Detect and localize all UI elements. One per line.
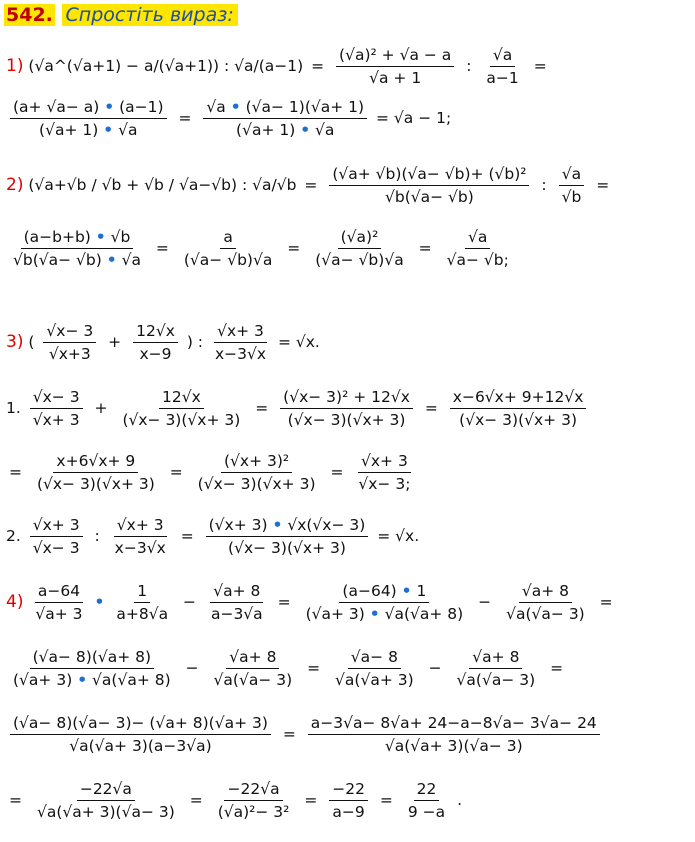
exercise-label: Спростіть вираз: [62, 4, 238, 26]
p4-fraction: $\frac{1}{a+8√a}$ [116, 582, 169, 623]
p3-fraction: $\frac{(√x+ 3) • √x(√x- 3)}{(√x- 3)(√x+ 3)}$ [206, 516, 369, 557]
p1-line1: 1) (√a^(√a+1) − a/(√a+1)) : √a/(a−1) = $\frac{\text{(√a)² + √a − a}}{√a + 1}$ : $\frac{√a}{a-1}$ = [6, 46, 547, 87]
p3-fraction: $\frac{√x- 3}{√x+3}$ [43, 322, 96, 363]
p4-line1: 4) $\frac{a-64}{√a+ 3}$ • $\frac{1}{a+8√a}$ − $\frac{√a+ 8}{a-3√a}$ = $\frac{(a-64) • 1}{(√a+ 3) • √a(√a+ 8)}$ − $\frac{√a+ 8}{√a(√a- 3)}$ = [6, 582, 613, 623]
p4-fraction: $\frac{√a- 8}{√a(√a+ 3)}$ [335, 648, 414, 689]
p4-line4: = $\frac{-22√a}{√a(√a+ 3)(√a- 3)}$ = $\frac{-22√a}{\text{(√a)²− 3²}}$ = $\frac{-22}{a-9}$ = $\frac{22}{9 -a}$ . [9, 780, 462, 821]
p1-fraction: $\frac{(a+ √a- a) • (a-1)}{(√a+ 1) • √a}$ [10, 98, 167, 139]
p2-fraction: $\frac{a}{(√a- √b)√a}$ [183, 228, 273, 269]
p3-marker: 3) [6, 332, 24, 352]
p2-expression: (√a+√b / √b + √b / √a−√b) : √a/√b [28, 176, 297, 194]
p1-fraction: $\frac{\text{(√a)² + √a − a}}{√a + 1}$ [336, 46, 454, 87]
p2-line2: $\frac{(a-b+b) • √b}{√b(√a- √b) • √a}$ = $\frac{a}{(√a- √b)√a}$ = $\frac{\text{(√a)²}}{(√a- √b)√a}$ = $\frac{√a}{√a- √b;}$ [6, 228, 516, 269]
p4-fraction: $\frac{a-64}{√a+ 3}$ [35, 582, 83, 623]
p4-fraction: $\frac{22}{9 -a}$ [407, 780, 446, 821]
p3-fraction: $\frac{√x+ 3}{√x- 3}$ [30, 516, 83, 557]
p1-line2: $\frac{(a+ √a- a) • (a-1)}{(√a+ 1) • √a}$ = $\frac{√a • (√a- 1)(√a+ 1)}{(√a+ 1) • √a}$ = √a − 1; [6, 98, 451, 139]
p3-fraction: $\frac{√x+ 3}{x-3√x}$ [114, 516, 166, 557]
p2-fraction: $\frac{√a}{√a- √b;}$ [446, 228, 509, 269]
p2-fraction: $\frac{\text{(√a)²}}{(√a- √b)√a}$ [315, 228, 404, 269]
p4-fraction: $\frac{√a+ 8}{√a(√a- 3)}$ [506, 582, 585, 623]
p2-fraction: $\frac{(a-b+b) • √b}{√b(√a- √b) • √a}$ [13, 228, 141, 269]
p3-fraction: $\frac{\text{(√x+ 3)²}}{(√x- 3)(√x+ 3)}$ [197, 452, 316, 493]
p4-line3: $\frac{(√a- 8)(√a- 3)- (√a+ 8)(√a+ 3)}{√a(√a+ 3)(a-3√a)}$ = $\frac{a-3√a- 8√a+ 24-a-8√a- 3√a- 24}{√a(√a+ 3)(√a- 3)}$ [6, 714, 604, 755]
p4-fraction: $\frac{-22}{a-9}$ [329, 780, 368, 821]
p4-fraction: $\frac{-22√a}{√a(√a+ 3)(√a- 3)}$ [36, 780, 175, 821]
p4-fraction: $\frac{√a+ 8}{a-3√a}$ [210, 582, 263, 623]
p4-fraction: $\frac{√a+ 8}{√a(√a- 3)}$ [456, 648, 536, 689]
p3-fraction: $\frac{√x+ 3}{x-3√x}$ [214, 322, 267, 363]
exercise-number: 542. [6, 4, 53, 26]
p4-fraction: $\frac{a-3√a- 8√a+ 24-a-8√a- 3√a- 24}{√a(√a+ 3)(√a- 3)}$ [308, 714, 600, 755]
p3-fraction: $\frac{x+6√x+ 9}{(√x- 3)(√x+ 3)}$ [36, 452, 155, 493]
p3-fraction: $\frac{√x+ 3}{√x- 3;}$ [358, 452, 411, 493]
p4-fraction: $\frac{(a-64) • 1}{(√a+ 3) • √a(√a+ 8)}$ [305, 582, 464, 623]
p3-step1: 1. $\frac{√x- 3}{√x+ 3}$ + $\frac{12√x}{(√x- 3)(√x+ 3)}$ = $\frac{\text{(√x− 3)² + 12√x}}{(√x- 3)(√x+ 3)}$ = $\frac{x-6√x+ 9+12√x}{(√x- 3)(√x+ 3)}$ [6, 388, 590, 429]
p3-fraction: $\frac{\text{(√x− 3)² + 12√x}}{(√x- 3)(√x+ 3)}$ [280, 388, 413, 429]
p3-step1b: = $\frac{x+6√x+ 9}{(√x- 3)(√x+ 3)}$ = $\frac{\text{(√x+ 3)²}}{(√x- 3)(√x+ 3)}$ = $\frac{√x+ 3}{√x- 3;}$ [6, 452, 417, 493]
p1-result: = √a − 1; [376, 109, 452, 127]
p2-marker: 2) [6, 175, 24, 195]
p4-line2: $\frac{(√a- 8)(√a+ 8)}{(√a+ 3) • √a(√a+ 8)}$ − $\frac{√a+ 8}{√a(√a- 3)}$ = $\frac{√a- 8}{√a(√a+ 3)}$ − $\frac{√a+ 8}{√a(√a- 3)}$ = [6, 648, 566, 689]
p4-fraction: $\frac{(√a- 8)(√a- 3)- (√a+ 8)(√a+ 3)}{√a(√a+ 3)(a-3√a)}$ [10, 714, 271, 755]
p4-fraction: $\frac{(√a- 8)(√a+ 8)}{(√a+ 3) • √a(√a+ 8)}$ [13, 648, 171, 689]
exercise-title [4, 4, 238, 26]
p3-fraction: $\frac{x-6√x+ 9+12√x}{(√x- 3)(√x+ 3)}$ [450, 388, 587, 429]
p4-fraction: $\frac{√a+ 8}{√a(√a- 3)}$ [213, 648, 293, 689]
p3-step2: 2. $\frac{√x+ 3}{√x- 3}$ : $\frac{√x+ 3}{x-3√x}$ = $\frac{(√x+ 3) • √x(√x- 3)}{(√x- 3)(√x+ 3)}$ = √x. [6, 516, 420, 557]
p2-line1: 2) (√a+√b / √b + √b / √a−√b) : √a/√b = $\frac{\text{(√a+ √b)(√a− √b)+ (√b)²}}{√b(√a- √b)}$ : $\frac{√a}{√b}$ = [6, 165, 610, 206]
p3-fraction: $\frac{12√x}{(√x- 3)(√x+ 3)}$ [122, 388, 241, 429]
p4-fraction: $\frac{-22√a}{\text{(√a)²− 3²}}$ [217, 780, 290, 821]
p3-fraction: $\frac{√x- 3}{√x+ 3}$ [30, 388, 83, 429]
p2-fraction: $\frac{√a}{√b}$ [559, 165, 585, 206]
p3-line1: 3) ( $\frac{√x- 3}{√x+3}$ + $\frac{12√x}{x-9}$ ) : $\frac{√x+ 3}{x-3√x}$ = √x. [6, 322, 320, 363]
p1-fraction: $\frac{√a • (√a- 1)(√a+ 1)}{(√a+ 1) • √a}$ [203, 98, 367, 139]
p1-marker: 1) [6, 56, 24, 76]
p1-expression: (√a^(√a+1) − a/(√a+1)) : √a/(a−1) [28, 57, 304, 75]
p4-marker: 4) [6, 592, 24, 612]
p2-fraction: $\frac{\text{(√a+ √b)(√a− √b)+ (√b)²}}{√b(√a- √b)}$ [329, 165, 529, 206]
p3-result: = √x. [277, 333, 320, 351]
p1-fraction: $\frac{√a}{a-1}$ [486, 46, 519, 87]
p3-fraction: $\frac{12√x}{x-9}$ [133, 322, 178, 363]
